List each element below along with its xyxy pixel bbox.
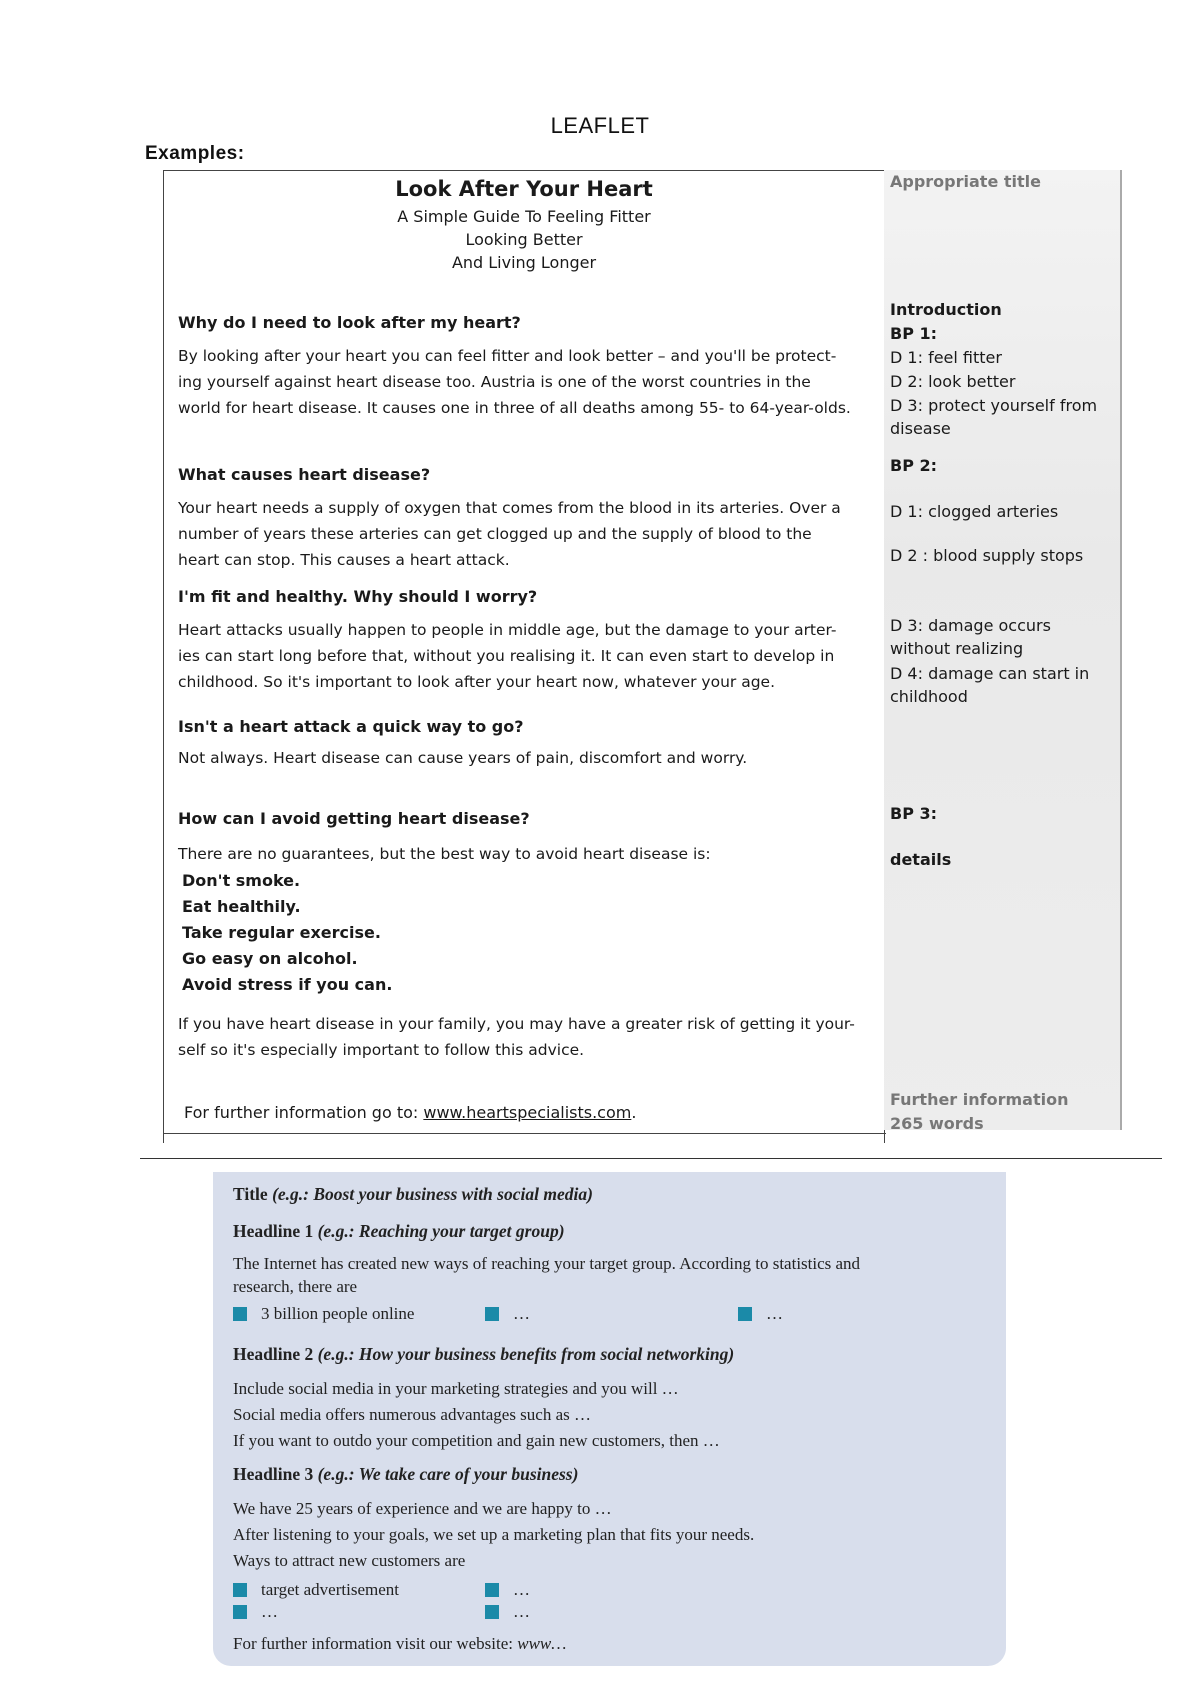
paragraph-line: Heart attacks usually happen to people in middle age, but the damage to your arter- xyxy=(178,621,837,639)
annotation-further-info: Further information xyxy=(890,1090,1069,1109)
annotation-title-note: Appropriate title xyxy=(890,172,1041,191)
paragraph-line: heart can stop. This causes a heart attack. xyxy=(178,551,510,569)
section-question: Why do I need to look after my heart? xyxy=(178,313,521,332)
bullet-text: … xyxy=(513,1580,530,1599)
bullet-square-icon xyxy=(485,1583,499,1597)
heading-example: (e.g.: Boost your business with social media) xyxy=(272,1184,593,1204)
bullet-text: … xyxy=(513,1304,530,1323)
template-footer xyxy=(233,1632,993,1655)
tip-item: Go easy on alcohol. xyxy=(182,949,358,968)
template-headline-3 xyxy=(233,1464,578,1485)
annotation-column xyxy=(884,170,1122,1133)
bullet-square-icon xyxy=(485,1605,499,1619)
template-headline-1 xyxy=(233,1221,565,1242)
bullet-square-icon xyxy=(485,1307,499,1321)
tip-item: Don't smoke. xyxy=(182,871,301,890)
bullet-item xyxy=(485,1580,530,1600)
paragraph-line: By looking after your heart you can feel fitter and look better – and you'll be protect- xyxy=(178,347,837,365)
section-paragraph xyxy=(178,841,868,867)
template-line: research, there are xyxy=(233,1277,358,1296)
heartspecialists-link[interactable]: www.heartspecialists.com xyxy=(423,1103,632,1122)
paragraph-line: ing yourself against heart disease too. Austria is one of the worst countries in the xyxy=(178,373,811,391)
template-line: Social media offers numerous advantages such as … xyxy=(233,1405,592,1424)
template-headline-2 xyxy=(233,1344,734,1365)
leaflet-title: Look After Your Heart xyxy=(395,177,653,201)
headline-3-text xyxy=(233,1496,993,1574)
bullet-text: … xyxy=(766,1304,783,1323)
annotation-d2-look: D 2: look better xyxy=(890,372,1016,391)
footer-suffix: . xyxy=(631,1103,637,1122)
footer-text: For further information visit our website: xyxy=(233,1634,518,1653)
tip-item: Avoid stress if you can. xyxy=(182,975,393,994)
bullet-square-icon xyxy=(233,1583,247,1597)
section-question: What causes heart disease? xyxy=(178,465,431,484)
tip-item: Eat healthily. xyxy=(182,897,301,916)
bullet-item xyxy=(485,1602,530,1622)
annotation-d3-protect: D 3: protect yourself from disease xyxy=(890,396,1098,438)
template-line: After listening to your goals, we set up a marketing plan that fits your needs. xyxy=(233,1525,755,1544)
tip-item: Take regular exercise. xyxy=(182,923,381,942)
annotation-bp2: BP 2: xyxy=(890,456,938,475)
bullet-item xyxy=(233,1580,399,1600)
headline-2-text xyxy=(233,1376,993,1454)
paragraph-line: Your heart needs a supply of oxygen that comes from the blood in its arteries. Over a xyxy=(178,499,841,517)
example-leaflet xyxy=(163,170,885,1143)
template-line: If you want to outdo your competition and gain new customers, then … xyxy=(233,1431,720,1450)
bullet-item xyxy=(738,1304,783,1324)
bullet-item xyxy=(485,1304,530,1324)
paragraph-line: If you have heart disease in your family, you may have a greater risk of getting it your- xyxy=(178,1015,855,1033)
page-title: LEAFLET xyxy=(550,113,650,138)
leaflet-subtitle-line: A Simple Guide To Feeling Fitter xyxy=(397,207,651,226)
annotation-introduction: Introduction xyxy=(890,300,1002,319)
advice-paragraph xyxy=(178,1011,868,1063)
paragraph-line: world for heart disease. It causes one in three of all deaths among 55- to 64-year-olds. xyxy=(178,399,851,417)
heading-example: (e.g.: Reaching your target group) xyxy=(317,1221,565,1241)
leaflet-bottom-border xyxy=(164,1133,886,1134)
bullet-item xyxy=(233,1304,414,1324)
footer-text: For further information go to: xyxy=(184,1103,424,1122)
template-line: The Internet has created new ways of reaching your target group. According to statistics and xyxy=(233,1254,861,1273)
heading-label: Headline 3 xyxy=(233,1464,318,1484)
section-paragraph xyxy=(178,617,868,695)
section-question: I'm fit and healthy. Why should I worry? xyxy=(178,587,538,606)
paragraph-line: self so it's especially important to follow this advice. xyxy=(178,1041,585,1059)
heading-label: Title xyxy=(233,1184,273,1204)
section-divider xyxy=(140,1158,1162,1159)
section-question: How can I avoid getting heart disease? xyxy=(178,809,530,828)
template-line: We have 25 years of experience and we are happy to … xyxy=(233,1499,612,1518)
template-line: Ways to attract new customers are xyxy=(233,1551,466,1570)
annotation-word-count: 265 words xyxy=(890,1114,984,1133)
bullet-item xyxy=(233,1602,278,1622)
website-placeholder: www… xyxy=(517,1634,567,1653)
bullet-text: target advertisement xyxy=(261,1580,399,1599)
template-line: Include social media in your marketing strategies and you will … xyxy=(233,1379,679,1398)
annotation-d4-childhood: D 4: damage can start in childhood xyxy=(890,664,1090,706)
annotation-bp1: BP 1: xyxy=(890,324,938,343)
bullet-text: … xyxy=(261,1602,278,1621)
annotation-d2-blood: D 2 : blood supply stops xyxy=(890,546,1084,565)
paragraph-line: childhood. So it's important to look after your heart now, whatever your age. xyxy=(178,673,775,691)
examples-label: Examples: xyxy=(145,143,245,164)
paragraph-line: ies can start long before that, without you realising it. It can even start to develop in xyxy=(178,647,835,665)
section-question: Isn't a heart attack a quick way to go? xyxy=(178,717,524,736)
paragraph-line: number of years these arteries can get clogged up and the supply of blood to the xyxy=(178,525,812,543)
paragraph-line: There are no guarantees, but the best way to avoid heart disease is: xyxy=(178,845,711,863)
template-title-heading xyxy=(233,1184,593,1205)
section-paragraph xyxy=(178,745,868,771)
bullet-text: … xyxy=(513,1602,530,1621)
leaflet-footer xyxy=(184,1103,636,1122)
annotation-bp3: BP 3: xyxy=(890,804,938,823)
heading-label: Headline 2 xyxy=(233,1344,318,1364)
bullet-square-icon xyxy=(738,1307,752,1321)
leaflet-subtitle-line: And Living Longer xyxy=(451,253,597,272)
bullet-square-icon xyxy=(233,1307,247,1321)
headline-1-text xyxy=(233,1252,993,1298)
leaflet-subtitle-line: Looking Better xyxy=(465,230,583,249)
heading-example: (e.g.: We take care of your business) xyxy=(317,1464,579,1484)
bullet-square-icon xyxy=(233,1605,247,1619)
section-paragraph xyxy=(178,495,868,573)
annotation-d1-feel: D 1: feel fitter xyxy=(890,348,1002,367)
bullet-text: 3 billion people online xyxy=(261,1304,415,1323)
annotation-details: details xyxy=(890,850,952,869)
heading-example: (e.g.: How your business benefits from social networking) xyxy=(317,1344,735,1364)
paragraph-line: Not always. Heart disease can cause years of pain, discomfort and worry. xyxy=(178,749,748,767)
heading-label: Headline 1 xyxy=(233,1221,318,1241)
section-paragraph xyxy=(178,343,868,421)
annotation-d1-clogged: D 1: clogged arteries xyxy=(890,502,1059,521)
annotation-d3-damage: D 3: damage occurs without realizing xyxy=(890,616,1051,658)
leaflet-template-box xyxy=(213,1172,1006,1666)
